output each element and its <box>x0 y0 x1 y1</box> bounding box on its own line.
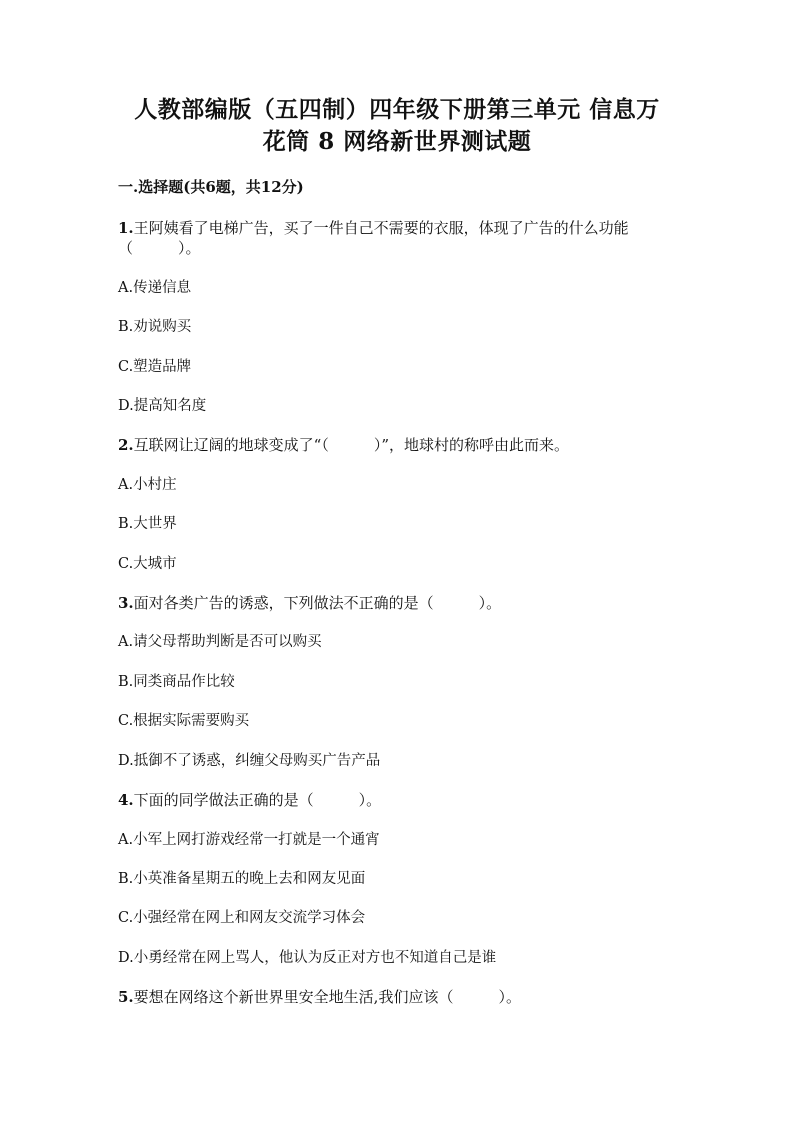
option-1c: C.塑造品牌 <box>118 359 192 375</box>
question-text: 要想在网络这个新世界里安全地生活,我们应该（ ）。 <box>133 988 521 1006</box>
question-number: 1. <box>118 219 134 237</box>
option-4d: D.小勇经常在网上骂人，他认为反正对方也不知道自己是谁 <box>118 950 497 966</box>
option-1d: D.提高知名度 <box>118 398 207 414</box>
question-number: 3. <box>118 594 134 612</box>
section-heading: 一.选择题(共6题，共12分) <box>118 178 304 196</box>
option-3d: D.抵御不了诱惑，纠缠父母购买广告产品 <box>118 753 381 769</box>
question-text: 面对各类广告的诱惑，下列做法不正确的是（ ）。 <box>133 594 502 612</box>
title-line-1: 人教部编版（五四制）四年级下册第三单元 信息万 <box>134 96 660 123</box>
option-2b: B.大世界 <box>118 516 177 532</box>
page-title <box>100 94 694 158</box>
option-1a: A.传递信息 <box>118 280 192 296</box>
title-line-2: 花筒 8 网络新世界测试题 <box>262 128 532 155</box>
question-text: 王阿姨看了电梯广告，买了一件自己不需要的衣服，体现了广告的什么功能 <box>133 219 629 237</box>
option-4b: B.小英准备星期五的晚上去和网友见面 <box>118 871 366 887</box>
question-number: 4. <box>118 791 134 809</box>
option-1b: B.劝说购买 <box>118 319 192 335</box>
option-3c: C.根据实际需要购买 <box>118 713 250 729</box>
question-1 <box>118 217 629 239</box>
option-2c: C.大城市 <box>118 556 177 572</box>
question-5 <box>118 986 521 1008</box>
question-1-continuation: （ ）。 <box>118 239 201 257</box>
option-4c: C.小强经常在网上和网友交流学习体会 <box>118 910 366 926</box>
question-number: 5. <box>118 988 134 1006</box>
question-text: 下面的同学做法正确的是（ ）。 <box>133 791 382 809</box>
option-2a: A.小村庄 <box>118 477 177 493</box>
question-2 <box>118 434 569 456</box>
question-3 <box>118 592 501 614</box>
question-text: 互联网让辽阔的地球变成了“（ ）”，地球村的称呼由此而来。 <box>133 436 570 454</box>
question-4 <box>118 789 381 811</box>
option-3b: B.同类商品作比较 <box>118 674 235 690</box>
option-3a: A.请父母帮助判断是否可以购买 <box>118 634 322 650</box>
option-4a: A.小军上网打游戏经常一打就是一个通宵 <box>118 832 380 848</box>
question-number: 2. <box>118 436 134 454</box>
